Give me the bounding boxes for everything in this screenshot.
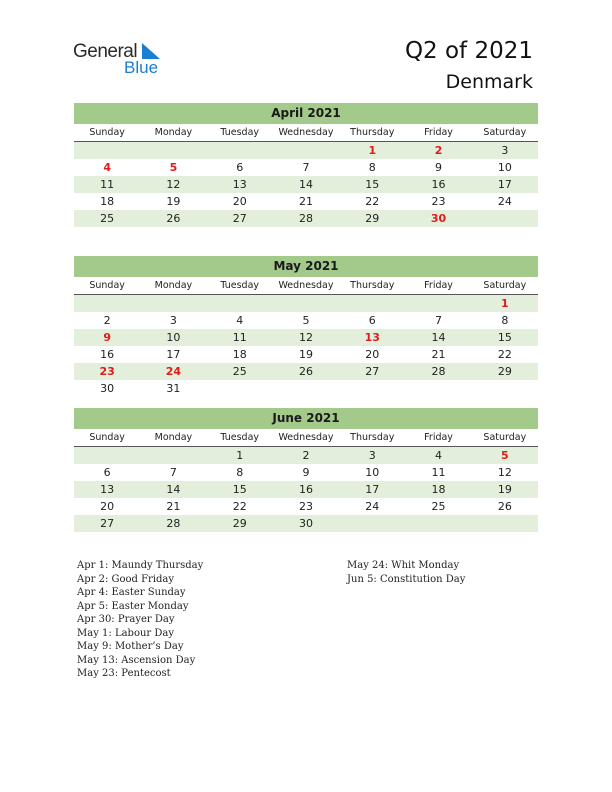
day-cell: 23 — [298, 500, 313, 513]
day-cell: 22 — [365, 195, 380, 208]
holiday-list-item: Apr 4: Easter Sunday — [77, 587, 186, 598]
day-cell: 9 — [302, 466, 310, 479]
holiday-list-item: May 9: Mother’s Day — [77, 641, 184, 652]
day-cell: 26 — [166, 212, 181, 225]
day-cell: 28 — [166, 517, 181, 530]
week-row — [74, 346, 538, 363]
week-row — [74, 329, 538, 346]
day-cell: 16 — [298, 483, 313, 496]
day-cell: 19 — [497, 483, 512, 496]
day-cell: 22 — [232, 500, 247, 513]
day-cell — [207, 142, 273, 159]
week-row — [74, 176, 538, 193]
weekday-label: Thursday — [350, 127, 395, 138]
brand-blue-text: Blue — [124, 58, 159, 77]
day-cell: 13 — [100, 483, 115, 496]
holiday-day-cell: 30 — [430, 212, 447, 225]
day-cell: 27 — [365, 365, 380, 378]
weekday-label: Monday — [154, 280, 193, 291]
brand-logo — [73, 40, 173, 80]
day-cell: 8 — [501, 314, 509, 327]
page-title: Q2 of 2021 — [404, 38, 533, 64]
day-cell: 10 — [365, 466, 380, 479]
weekday-label: Thursday — [350, 432, 395, 443]
day-cell: 20 — [365, 348, 380, 361]
day-cell — [140, 295, 206, 312]
day-cell: 23 — [431, 195, 446, 208]
week-row — [74, 159, 538, 176]
day-cell: 4 — [435, 449, 443, 462]
weekday-label: Saturday — [483, 127, 527, 138]
day-cell: 27 — [100, 517, 115, 530]
day-cell: 25 — [232, 365, 247, 378]
day-cell — [74, 142, 140, 159]
day-cell: 6 — [103, 466, 111, 479]
day-cell: 17 — [166, 348, 181, 361]
month-header: May 2021 — [74, 256, 538, 277]
holiday-list-item: Apr 1: Maundy Thursday — [77, 560, 204, 571]
day-cell: 24 — [497, 195, 512, 208]
week-row — [74, 515, 538, 532]
weekday-label: Wednesday — [278, 280, 334, 291]
day-cell: 15 — [365, 178, 380, 191]
day-cell: 7 — [302, 161, 310, 174]
day-cell: 21 — [431, 348, 446, 361]
day-cell: 10 — [497, 161, 512, 174]
day-cell: 6 — [368, 314, 376, 327]
day-cell: 21 — [298, 195, 313, 208]
weekday-header-row — [74, 124, 538, 142]
holiday-day-cell: 4 — [103, 161, 111, 174]
week-row — [74, 464, 538, 481]
day-cell: 11 — [100, 178, 115, 191]
day-cell: 2 — [302, 449, 310, 462]
weekday-label: Tuesday — [220, 280, 260, 291]
day-cell: 11 — [431, 466, 446, 479]
day-cell: 27 — [232, 212, 247, 225]
holiday-list-item: Apr 30: Prayer Day — [77, 614, 175, 625]
day-cell — [273, 380, 339, 397]
weekday-header-row — [74, 277, 538, 295]
day-cell: 3 — [169, 314, 177, 327]
day-cell: 12 — [166, 178, 181, 191]
day-cell: 28 — [431, 365, 446, 378]
day-cell — [472, 210, 538, 227]
week-row — [74, 210, 538, 227]
day-cell: 12 — [298, 331, 313, 344]
day-cell: 20 — [100, 500, 115, 513]
day-cell: 13 — [232, 178, 247, 191]
weekday-label: Sunday — [89, 280, 125, 291]
day-cell: 9 — [435, 161, 443, 174]
day-cell: 7 — [435, 314, 443, 327]
month-header: April 2021 — [74, 103, 538, 124]
day-cell — [140, 142, 206, 159]
day-cell: 19 — [298, 348, 313, 361]
holiday-list-item: May 23: Pentecost — [77, 668, 171, 679]
holiday-day-cell: 1 — [501, 297, 509, 310]
holiday-day-cell: 23 — [99, 365, 115, 378]
day-cell: 30 — [298, 517, 313, 530]
day-cell: 20 — [232, 195, 247, 208]
day-cell: 19 — [166, 195, 181, 208]
week-row — [74, 481, 538, 498]
holiday-list-column-2 — [347, 559, 465, 586]
day-cell: 24 — [365, 500, 380, 513]
holiday-day-cell: 2 — [434, 144, 443, 157]
day-cell: 26 — [298, 365, 313, 378]
day-cell — [405, 515, 471, 532]
day-cell — [472, 380, 538, 397]
day-cell: 11 — [232, 331, 247, 344]
holiday-day-cell: 5 — [501, 449, 509, 462]
day-cell: 3 — [501, 144, 509, 157]
day-cell — [74, 447, 140, 464]
month-june — [74, 408, 538, 532]
week-row — [74, 363, 538, 380]
day-cell: 14 — [166, 483, 181, 496]
day-cell — [472, 515, 538, 532]
day-cell: 30 — [100, 382, 115, 395]
day-cell: 2 — [103, 314, 111, 327]
weekday-label: Saturday — [483, 432, 527, 443]
day-cell: 1 — [236, 449, 244, 462]
holiday-day-cell: 9 — [103, 331, 111, 344]
day-cell: 25 — [431, 500, 446, 513]
week-row — [74, 193, 538, 210]
holiday-day-cell: 5 — [169, 161, 178, 174]
day-cell — [405, 380, 471, 397]
week-row — [74, 142, 538, 159]
day-cell: 12 — [497, 466, 512, 479]
day-cell: 18 — [232, 348, 247, 361]
day-cell: 16 — [431, 178, 446, 191]
day-cell: 14 — [431, 331, 446, 344]
day-cell: 28 — [298, 212, 313, 225]
day-cell — [339, 380, 405, 397]
day-cell — [339, 515, 405, 532]
week-row — [74, 447, 538, 464]
holiday-day-cell: 24 — [165, 365, 182, 378]
holiday-list-item: May 13: Ascension Day — [77, 654, 196, 666]
holiday-day-cell: 13 — [364, 331, 380, 344]
weekday-label: Wednesday — [278, 127, 334, 138]
day-cell: 16 — [100, 348, 115, 361]
day-cell: 8 — [368, 161, 376, 174]
week-row — [74, 312, 538, 329]
weekday-label: Friday — [424, 127, 453, 138]
weekday-label: Monday — [154, 432, 193, 443]
country-name: Denmark — [445, 71, 533, 93]
month-may — [74, 256, 538, 397]
day-cell: 29 — [232, 517, 247, 530]
day-cell: 18 — [100, 195, 115, 208]
day-cell: 17 — [497, 178, 512, 191]
holiday-list-item: Apr 2: Good Friday — [77, 573, 175, 585]
day-cell: 17 — [365, 483, 380, 496]
holiday-list-item: May 1: Labour Day — [77, 627, 174, 639]
weekday-label: Tuesday — [220, 127, 260, 138]
weekday-label: Wednesday — [278, 432, 334, 443]
day-cell — [339, 295, 405, 312]
day-cell: 26 — [497, 500, 512, 513]
month-april — [74, 103, 538, 227]
day-cell — [207, 380, 273, 397]
week-row — [74, 295, 538, 312]
day-cell: 31 — [166, 382, 181, 395]
day-cell — [273, 295, 339, 312]
weekday-label: Thursday — [350, 280, 395, 291]
holiday-list-column-1 — [77, 559, 203, 681]
weekday-header-row — [74, 429, 538, 447]
weekday-label: Friday — [424, 280, 453, 291]
day-cell — [405, 295, 471, 312]
day-cell: 25 — [100, 212, 115, 225]
week-row — [74, 498, 538, 515]
day-cell: 15 — [497, 331, 512, 344]
day-cell — [140, 447, 206, 464]
holiday-list-item: May 24: Whit Monday — [347, 560, 460, 571]
day-cell — [207, 295, 273, 312]
week-row — [74, 380, 538, 397]
day-cell: 29 — [497, 365, 512, 378]
day-cell: 5 — [302, 314, 310, 327]
weekday-label: Saturday — [483, 280, 527, 291]
weekday-label: Tuesday — [220, 432, 260, 443]
day-cell: 4 — [236, 314, 244, 327]
day-cell: 7 — [169, 466, 177, 479]
day-cell: 22 — [497, 348, 512, 361]
day-cell: 29 — [365, 212, 380, 225]
weekday-label: Sunday — [89, 432, 125, 443]
day-cell: 18 — [431, 483, 446, 496]
month-header: June 2021 — [74, 408, 538, 429]
day-cell — [74, 295, 140, 312]
day-cell: 10 — [166, 331, 181, 344]
day-cell: 6 — [236, 161, 244, 174]
day-cell: 14 — [298, 178, 313, 191]
weekday-label: Friday — [424, 432, 453, 443]
holiday-list-item: Jun 5: Constitution Day — [347, 573, 466, 585]
holiday-day-cell: 1 — [368, 144, 377, 157]
weekday-label: Monday — [154, 127, 193, 138]
day-cell: 15 — [232, 483, 247, 496]
weekday-label: Sunday — [89, 127, 125, 138]
holiday-list-item: Apr 5: Easter Monday — [77, 600, 189, 612]
day-cell — [273, 142, 339, 159]
day-cell: 8 — [236, 466, 244, 479]
day-cell: 21 — [166, 500, 181, 513]
brand-general-text: General — [73, 41, 138, 62]
day-cell: 3 — [368, 449, 376, 462]
